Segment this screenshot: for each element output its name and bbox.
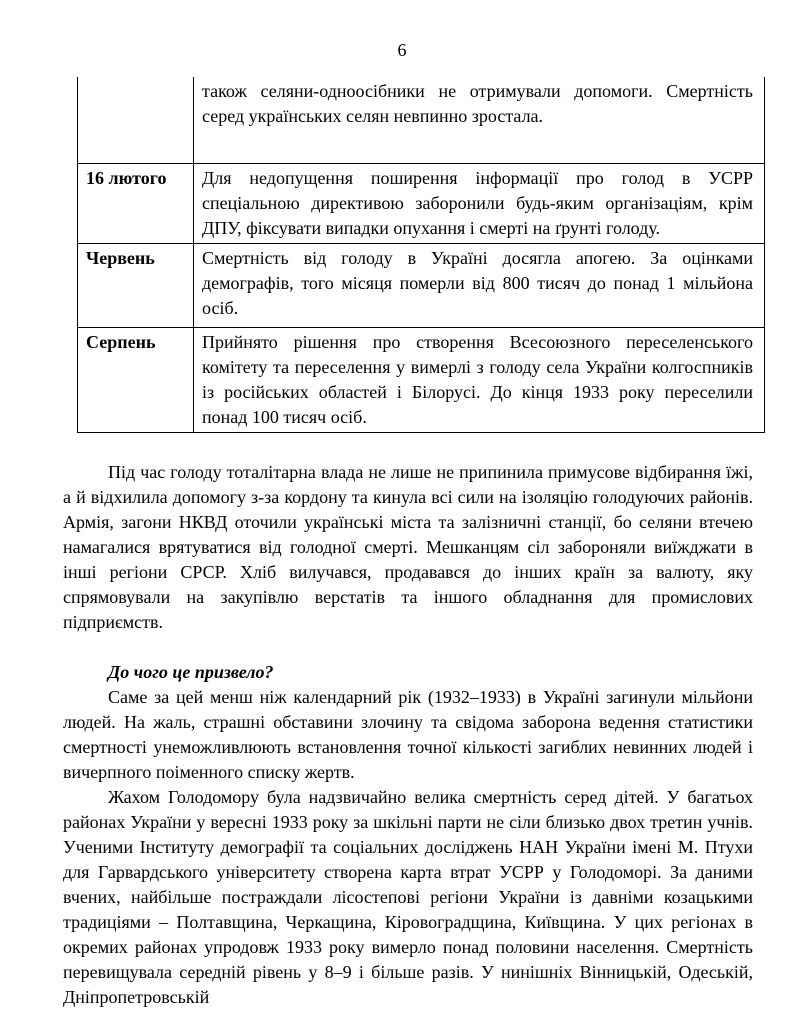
table-row — [78, 164, 765, 244]
description-cell: Смертність від голоду в Україні досягла апогею. За оцінками демографів, того місяця померли від 800 тисяч до понад 1 мільйона осіб. — [194, 244, 765, 328]
body-paragraph-3: Жахом Голодомору була надзвичайно велика смертність серед дітей. У багатьох районах України у вересні 1933 року за шкільні парти не сіли близько двох третин учнів. Ученими Інституту демографії та соціальних досліджень НАН України імені М. Птухи для Гарвардського університету створена карта втрат УСРР у Голодоморі. За даними вчених, найбільше постраждали лісостепові регіони України із давніми козацькими традиціями – Полтавщина, Черкащина, Кіровоградщина, Київщина. У цих регіонах в окремих районах упродовж 1933 року вимерло понад половини населення. Смертність перевищувала середній рівень у 8–9 і більше разів. У нинішніх Вінницькій, Одеській, Дніпропетровській — [63, 787, 753, 1007]
timeline-table — [77, 77, 765, 433]
description-cell: Для недопущення поширення інформації про голод в УСРР спеціальною директивою заборонили будь-яким організаціям, крім ДПУ, фіксувати випадки опухання і смерті на ґрунті голоду. — [194, 164, 765, 244]
date-cell: Серпень — [78, 328, 194, 433]
description-cell: Прийнято рішення про створення Всесоюзного переселенського комітету та переселення у вимерлі з голоду села України колгоспників із російських областей і Білорусі. До кінця 1933 року переселили понад 100 тисяч осіб. — [194, 328, 765, 433]
body-paragraph-2: Саме за цей менш ніж календарний рік (1932–1933) в Україні загинули мільйони людей. На жаль, страшні обставини злочину та свідома заборона ведення статистики смертності унеможливлюють встановлення точної кількості загиблих невинних людей і вичерпного поіменного списку жертв. — [63, 687, 753, 782]
section-heading: До чого це призвело? — [108, 662, 274, 682]
body-text — [63, 460, 753, 1010]
table-row — [78, 244, 765, 328]
description-cell: також селяни-одноосібники не отримували допомоги. Смертність серед українських селян невпинно зростала. — [194, 77, 765, 164]
table-row — [78, 77, 765, 164]
page-number: 6 — [397, 40, 407, 60]
table-row — [78, 328, 765, 433]
date-cell: Червень — [78, 244, 194, 328]
date-cell: 16 лютого — [78, 164, 194, 244]
body-paragraph-1: Під час голоду тоталітарна влада не лише не припинила примусове відбирання їжі, а й відхилила допомогу з-за кордону та кинула всі сили на ізоляцію голодуючих районів. Армія, загони НКВД оточили українські міста та залізничні станції, бо селяни втечею намагалися врятуватися від голодної смерті. Мешканцям сіл забороняли виїжджати в інші регіони СРСР. Хліб вилучався, продавався до інших країн за валюту, яку спрямовували на закупівлю верстатів та іншого обладнання для промислових підприємств. — [63, 462, 753, 632]
date-cell — [78, 77, 194, 164]
